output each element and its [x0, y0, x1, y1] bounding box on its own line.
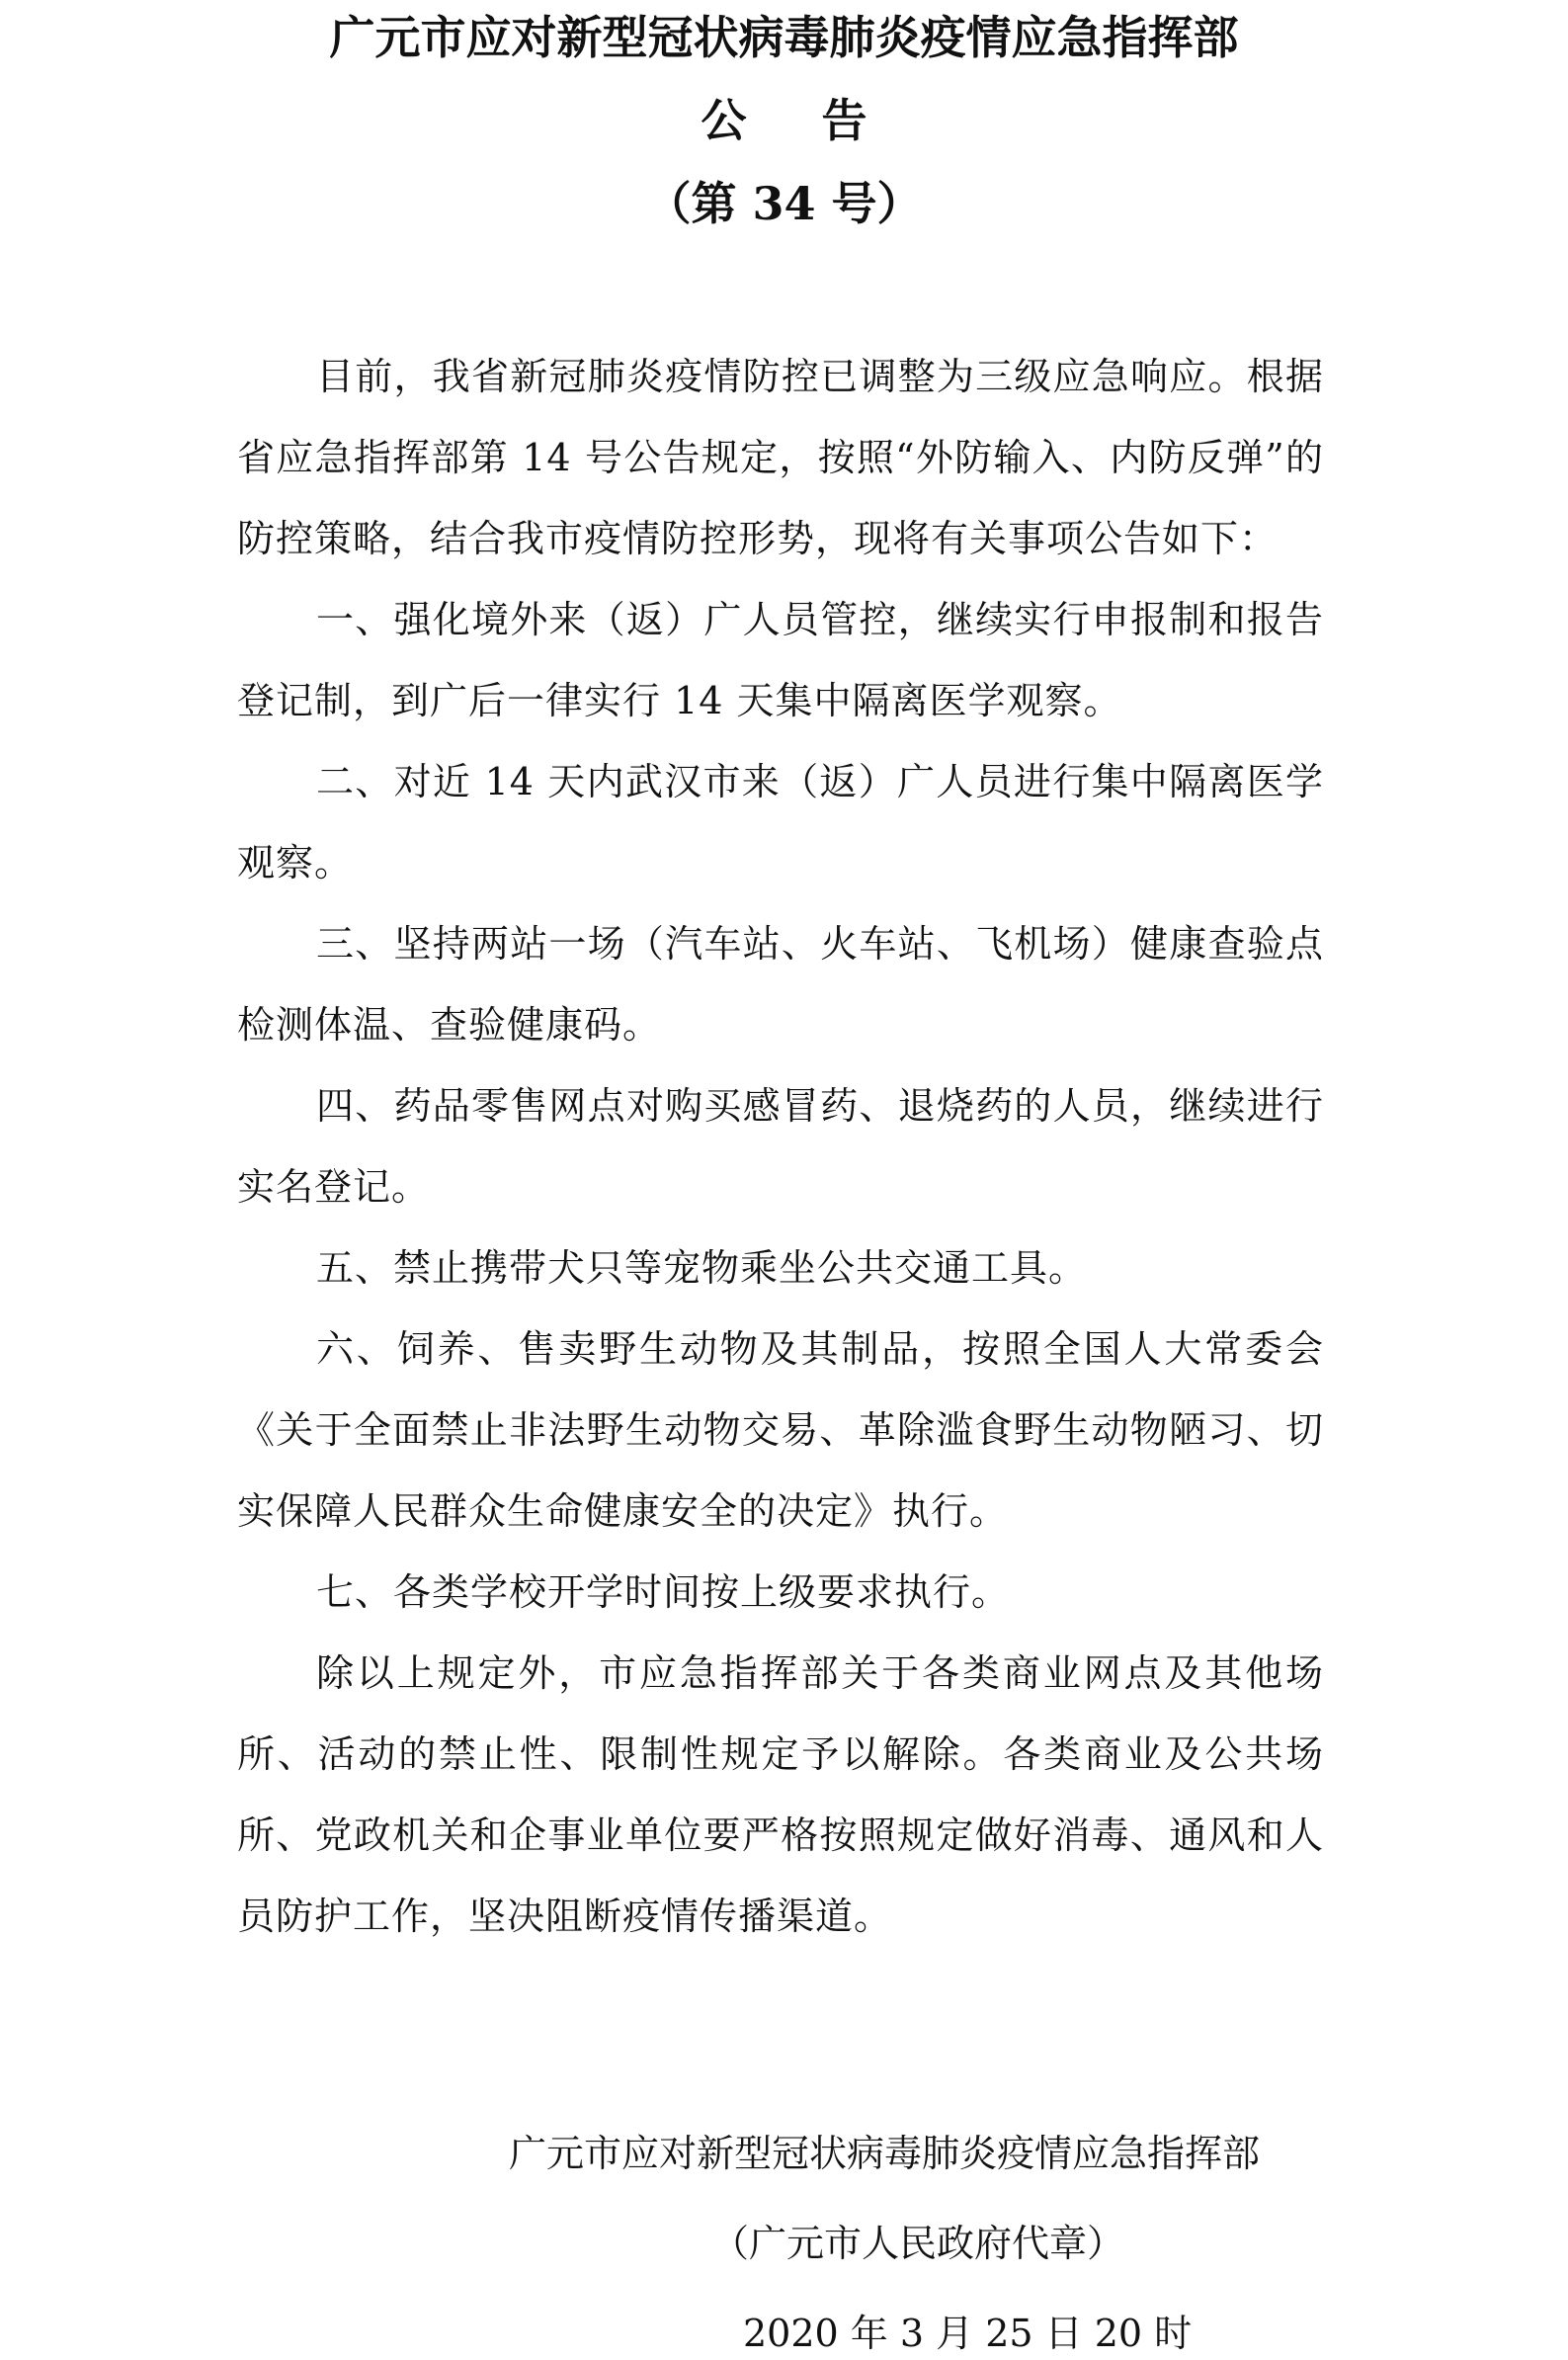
item-3-paragraph: 三、坚持两站一场（汽车站、火车站、飞机场）健康查验点检测体温、查验健康码。	[237, 922, 1324, 1047]
item-2-paragraph: 二、对近 14 天内武汉市来（返）广人员进行集中隔离医学观察。	[237, 760, 1324, 885]
item-4-paragraph: 四、药品零售网点对购买感冒药、退烧药的人员，继续进行实名登记。	[237, 1084, 1324, 1209]
signature-seal-note: （广元市人民政府代章）	[711, 2222, 1125, 2265]
issuer-title: 广元市应对新型冠状病毒肺炎疫情应急指挥部	[329, 11, 1239, 64]
signature-date: 2020 年 3 月 25 日 20 时	[743, 2312, 1193, 2355]
closing-paragraph: 除以上规定外，市应急指挥部关于各类商业网点及其他场所、活动的禁止性、限制性规定予以解除。各类商业及公共场所、党政机关和企事业单位要严格按照规定做好消毒、通风和人员防护工作，坚决阻断疫情传播渠道。	[237, 1651, 1324, 1938]
item-6-paragraph: 六、饲养、售卖野生动物及其制品，按照全国人大常委会《关于全面禁止非法野生动物交易、革除滥食野生动物陋习、切实保障人民群众生命健康安全的决定》执行。	[237, 1327, 1324, 1533]
document-type-title: 公告	[701, 94, 943, 147]
item-7-paragraph: 七、各类学校开学时间按上级要求执行。	[316, 1570, 1011, 1614]
item-1-paragraph: 一、强化境外来（返）广人员管控，继续实行申报制和报告登记制，到广后一律实行 14 天集中隔离医学观察。	[237, 598, 1324, 722]
item-5-paragraph: 五、禁止携带犬只等宠物乘坐公共交通工具。	[316, 1246, 1088, 1290]
signature-organization: 广元市应对新型冠状病毒肺炎疫情应急指挥部	[509, 2132, 1261, 2175]
intro-paragraph: 目前，我省新冠肺炎疫情防控已调整为三级应急响应。根据省应急指挥部第 14 号公告规定，按照“外防输入、内防反弹”的防控策略，结合我市疫情防控形势，现将有关事项公告如下：	[237, 355, 1324, 560]
document-number: （第 34 号）	[645, 177, 923, 230]
announcement-body	[237, 336, 1324, 1957]
